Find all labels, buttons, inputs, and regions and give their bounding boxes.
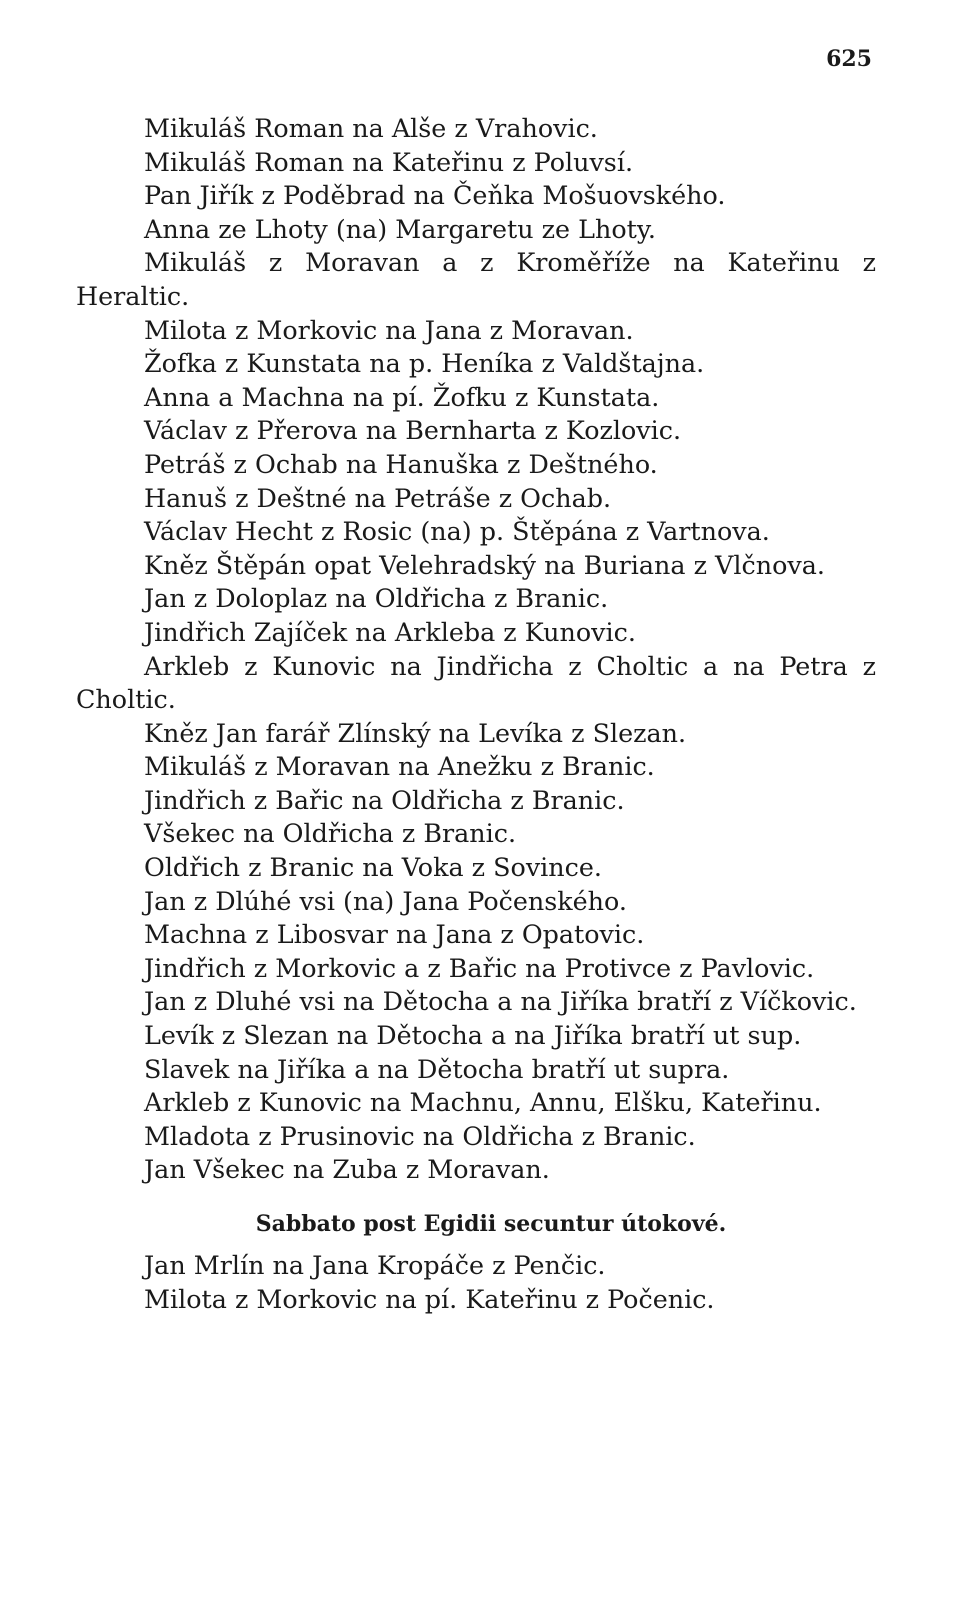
entry-line: Jan Mrlín na Jana Kropáče z Penčic.: [144, 1250, 606, 1280]
entry-line: Václav z Přerova na Bernharta z Kozlovic.: [144, 415, 682, 446]
entry-line: Všekec na Oldřicha z Branic.: [144, 818, 517, 849]
entry-line: Milota z Morkovic na pí. Kateřinu z Počenic.: [144, 1283, 715, 1314]
entry-line: Jan z Dlúhé vsi (na) Jana Počenského.: [144, 885, 627, 916]
entry-line: Milota z Morkovic na Jana z Moravan.: [144, 314, 634, 345]
entry-line: Mikuláš Roman na Kateřinu z Poluvsí.: [144, 146, 634, 177]
entry-line: Jindřich Zajíček na Arkleba z Kunovic.: [144, 616, 636, 647]
entry-line: Jan Všekec na Zuba z Moravan.: [144, 1154, 550, 1185]
entry-line: Kněz Jan farář Zlínský na Levíka z Slezan.: [144, 717, 687, 748]
page-number: 625: [826, 46, 872, 72]
entry-line: Petráš z Ochab na Hanuška z Deštného.: [144, 448, 658, 479]
entry-line: Mikuláš z Moravan a z Kroměříže na Kateřinu z Heraltic.: [76, 247, 876, 311]
entry-line: Levík z Slezan na Dětocha a na Jiříka bratří ut sup.: [144, 1020, 802, 1051]
entry-line: Kněz Štěpán opat Velehradský na Buriana z Vlčnova.: [144, 549, 825, 580]
entry-line: Arkleb z Kunovic na Machnu, Annu, Elšku, Kateřinu.: [144, 1087, 822, 1118]
entry-line: Oldřich z Branic na Voka z Sovince.: [144, 852, 602, 883]
document-body: [76, 112, 876, 1316]
entry-line: Mikuláš Roman na Alše z Vrahovic.: [144, 113, 598, 143]
entry-line: Jan z Doloplaz na Oldřicha z Branic.: [144, 583, 609, 614]
section-heading: Sabbato post Egidii secuntur útokové.: [255, 1211, 727, 1237]
entry-line: Žofka z Kunstata na p. Heníka z Valdštajna.: [144, 348, 705, 379]
entry-line: Machna z Libosvar na Jana z Opatovic.: [144, 919, 645, 950]
entry-line: Pan Jiřík z Poděbrad na Čeňka Mošuovského.: [144, 180, 726, 211]
entry-line: Jan z Dluhé vsi na Dětocha a na Jiříka bratří z Víčkovic.: [144, 986, 857, 1017]
entry-line: Jindřich z Bařic na Oldřicha z Branic.: [144, 784, 625, 815]
entry-line: Anna ze Lhoty (na) Margaretu ze Lhoty.: [144, 213, 656, 244]
entry-line: Hanuš z Deštné na Petráše z Ochab.: [144, 482, 612, 513]
entry-line: Mikuláš z Moravan na Anežku z Branic.: [144, 751, 655, 782]
entry-line: Slavek na Jiříka a na Dětocha bratří ut supra.: [144, 1053, 730, 1084]
entry-line: Anna a Machna na pí. Žofku z Kunstata.: [144, 381, 660, 412]
entry-line: Václav Hecht z Rosic (na) p. Štěpána z Vartnova.: [144, 516, 770, 547]
entry-line: Mladota z Prusinovic na Oldřicha z Branic.: [144, 1120, 696, 1151]
entry-line: Arkleb z Kunovic na Jindřicha z Choltic a na Petra z Choltic.: [76, 650, 876, 715]
entry-line: Jindřich z Morkovic a z Bařic na Protivce z Pavlovic.: [144, 952, 815, 983]
